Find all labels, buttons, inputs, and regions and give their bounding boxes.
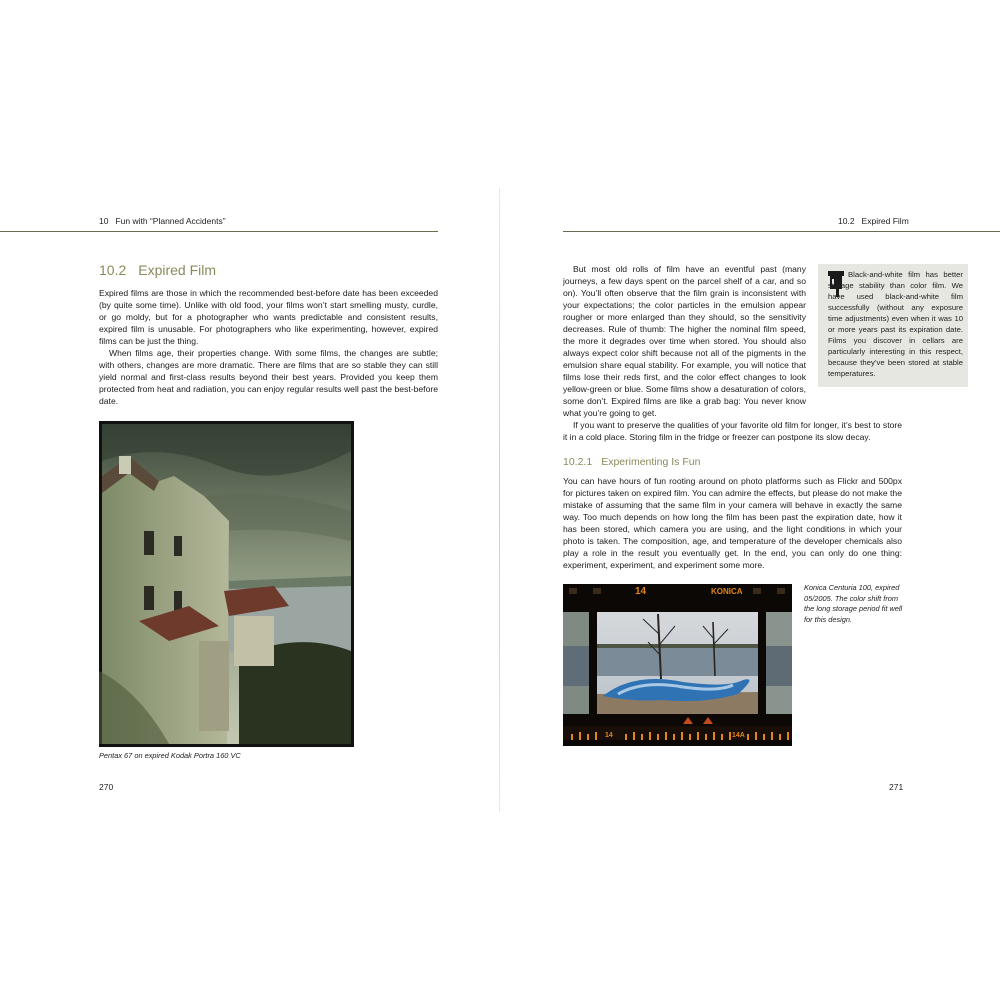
page-number-left: 270: [99, 782, 114, 792]
subsection-number: 10.2.1: [563, 456, 593, 468]
chapter-number: 10: [99, 216, 109, 226]
chapter-title: Fun with “Planned Accidents”: [115, 216, 226, 226]
castle-photo: [99, 421, 354, 747]
subsection-heading: [563, 456, 700, 468]
subsection-body-text: [563, 475, 902, 571]
film-frame-number: 14: [635, 586, 647, 597]
film-brand: KONICA: [711, 587, 743, 596]
paragraph: Expired films are those in which the recommended best-before date has been exceeded (by quite some time). Unlike with old food, your films won’t start smelling musty, curdle, or go moldy, but for a photographer who wants predictable and consistent results, expired film is unusable. For photographers who like experimenting, however, expired films can be just the thing.: [99, 288, 438, 346]
running-head-left: [99, 216, 226, 226]
section-number: 10.2: [99, 262, 127, 278]
paragraph: If you want to preserve the qualities of your favorite old film for longer, it’s best to store it in a cold place. Storing film in the fridge or freezer can postpone its slow decay.: [563, 420, 902, 442]
paragraph: But most old rolls of film have an eventful past (many journeys, a few days spent on the parcel shelf of a car, and so on). You’ll often observe that the film grain is inconsistent with your expectations; the color particles in the emulsion appear rougher or more enlarged than they should, so the sensitivity decreases. Rule of thumb: The higher the nominal film speed, the more it degrades over time when stored. You should also always expect color shift because not all of the pigments in the emulsion share equal stability. For example, you will notice that films lose their reds first, and the color effect changes to look yellow-green or blue. Some films show a desaturation of colors, some don’t. Expired films are like a grab bag: You never know what you’re going to get.: [563, 264, 806, 418]
photo-caption: Pentax 67 on expired Kodak Portra 160 VC: [99, 751, 241, 760]
castle-photo-image: [99, 421, 354, 747]
left-body-text: [99, 287, 438, 407]
running-head-right: [838, 216, 909, 226]
running-section-title: Expired Film: [861, 216, 909, 226]
header-rule-left: [0, 231, 438, 232]
film-strip-photo: [563, 584, 792, 746]
paragraph: When films age, their properties change. With some films, the changes are subtle; with others, changes are more dramatic. There are films that are so stable they can still yield normal and first-class results beyond their best years. Provided you keep them protected from heat and radiation, you can enjoy regular results well past the best-before date.: [99, 348, 438, 406]
sidebar-text: Black-and-white film has better storage stability than color film. We have used black-and-white film successfully (without any exposure time adjustments) even when it was 10 or more years past its expiration date. Films you discover in cellars are particularly interesting in this respect, because they’ve been stored at stable temperatures.: [828, 270, 963, 378]
page-number-right: 271: [889, 782, 904, 792]
film-strip-image: [563, 584, 792, 746]
film-edge-number: 14A: [732, 732, 745, 739]
section-title: Expired Film: [138, 262, 217, 278]
subsection-title: Experimenting Is Fun: [601, 456, 701, 468]
film-edge-number: 14: [605, 732, 613, 739]
sidebar-note: [818, 264, 968, 387]
film-caption: Konica Centuria 100, expired 05/2005. The color shift from the long storage period fit well for this design.: [804, 583, 903, 624]
section-heading: [99, 262, 216, 278]
running-section-number: 10.2: [838, 216, 855, 226]
paragraph: You can have hours of fun rooting around on photo platforms such as Flickr and 500px for pictures taken on expired film. You can admire the effects, but please do not make the mistake of assuming that the same film in your camera will behave in exactly the same way. Too much depends on how long the film has been past the expiration date, how it has been stored, which camera you are using, and the light conditions in which your photo is taken. The composition, age, and temperature of the developer chemicals also play a role in the result you eventually get. In the end, you can only do one thing: experiment, experiment, and experiment some more.: [563, 476, 902, 570]
header-rule-right: [563, 231, 1000, 232]
